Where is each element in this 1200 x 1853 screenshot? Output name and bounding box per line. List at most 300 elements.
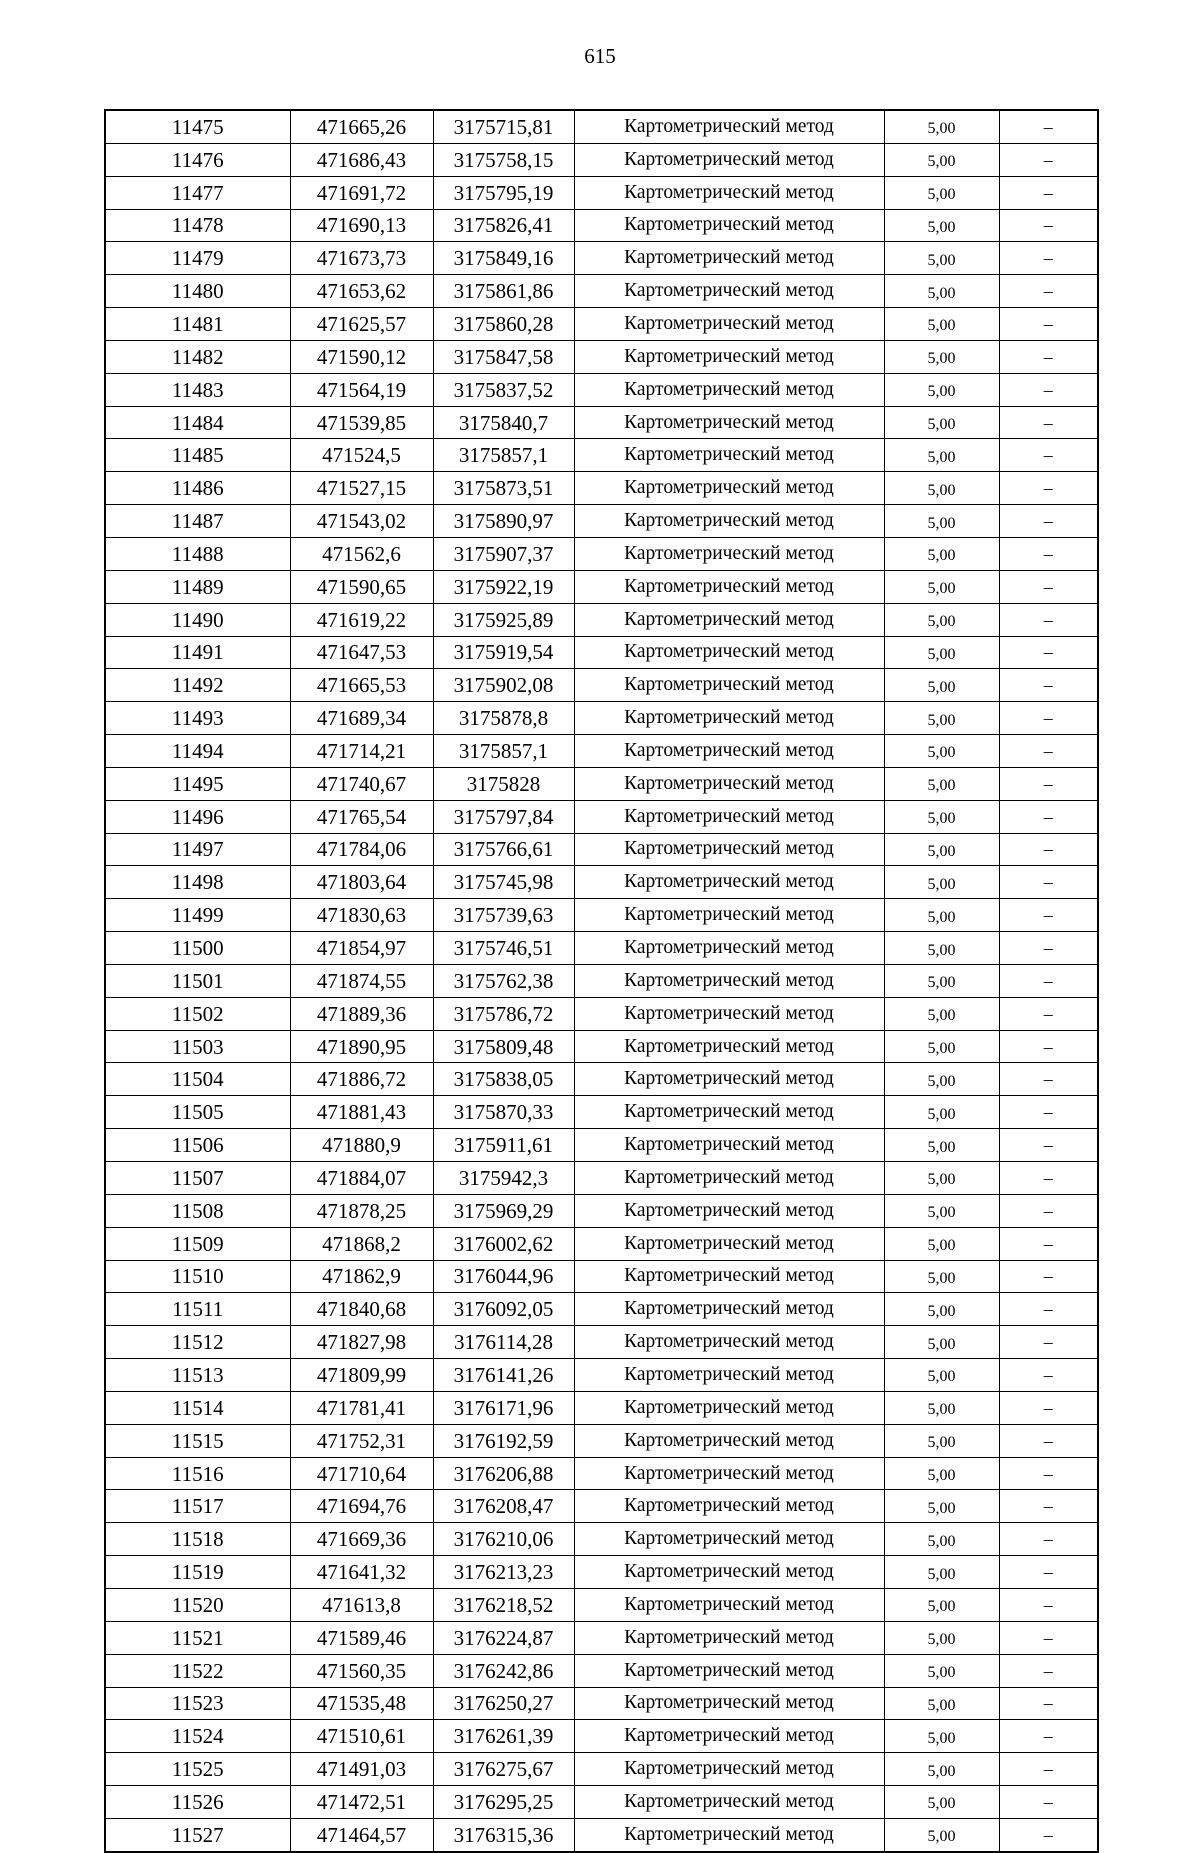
table-row bbox=[105, 1720, 1098, 1753]
cell-method: Картометрический метод bbox=[574, 1457, 884, 1490]
cell-y-coordinate: 3175890,97 bbox=[433, 505, 574, 538]
cell-method: Картометрический метод bbox=[574, 800, 884, 833]
table-row bbox=[105, 110, 1098, 143]
cell-method: Картометрический метод bbox=[574, 1293, 884, 1326]
cell-method: Картометрический метод bbox=[574, 899, 884, 932]
cell-x-coordinate: 471543,02 bbox=[290, 505, 433, 538]
cell-method: Картометрический метод bbox=[574, 866, 884, 899]
cell-description: – bbox=[999, 1391, 1098, 1424]
cell-x-coordinate: 471880,9 bbox=[290, 1129, 433, 1162]
cell-point-number: 11520 bbox=[105, 1588, 290, 1621]
cell-accuracy: 5,00 bbox=[884, 866, 999, 899]
cell-method: Картометрический метод bbox=[574, 143, 884, 176]
cell-accuracy: 5,00 bbox=[884, 1490, 999, 1523]
cell-accuracy: 5,00 bbox=[884, 1030, 999, 1063]
cell-point-number: 11507 bbox=[105, 1162, 290, 1195]
cell-method: Картометрический метод bbox=[574, 1129, 884, 1162]
table-row bbox=[105, 275, 1098, 308]
cell-point-number: 11480 bbox=[105, 275, 290, 308]
cell-method: Картометрический метод bbox=[574, 1654, 884, 1687]
table-row bbox=[105, 1260, 1098, 1293]
cell-x-coordinate: 471784,06 bbox=[290, 833, 433, 866]
table-row bbox=[105, 242, 1098, 275]
cell-description: – bbox=[999, 1326, 1098, 1359]
cell-method: Картометрический метод bbox=[574, 340, 884, 373]
cell-accuracy: 5,00 bbox=[884, 1129, 999, 1162]
table-row bbox=[105, 472, 1098, 505]
cell-accuracy: 5,00 bbox=[884, 439, 999, 472]
cell-accuracy: 5,00 bbox=[884, 406, 999, 439]
cell-point-number: 11514 bbox=[105, 1391, 290, 1424]
page-number: 615 bbox=[584, 44, 616, 68]
cell-accuracy: 5,00 bbox=[884, 997, 999, 1030]
cell-description: – bbox=[999, 1030, 1098, 1063]
table-row bbox=[105, 767, 1098, 800]
table-row bbox=[105, 143, 1098, 176]
cell-description: – bbox=[999, 1129, 1098, 1162]
cell-x-coordinate: 471803,64 bbox=[290, 866, 433, 899]
cell-method: Картометрический метод bbox=[574, 110, 884, 143]
table-row bbox=[105, 1654, 1098, 1687]
cell-point-number: 11505 bbox=[105, 1096, 290, 1129]
cell-method: Картометрический метод bbox=[574, 735, 884, 768]
cell-point-number: 11492 bbox=[105, 669, 290, 702]
cell-method: Картометрический метод bbox=[574, 1687, 884, 1720]
cell-description: – bbox=[999, 866, 1098, 899]
cell-description: – bbox=[999, 1786, 1098, 1819]
cell-method: Картометрический метод bbox=[574, 1063, 884, 1096]
cell-method: Картометрический метод bbox=[574, 1227, 884, 1260]
cell-accuracy: 5,00 bbox=[884, 1260, 999, 1293]
cell-accuracy: 5,00 bbox=[884, 1687, 999, 1720]
table-row bbox=[105, 932, 1098, 965]
cell-x-coordinate: 471854,97 bbox=[290, 932, 433, 965]
cell-accuracy: 5,00 bbox=[884, 1720, 999, 1753]
cell-description: – bbox=[999, 308, 1098, 341]
cell-y-coordinate: 3175857,1 bbox=[433, 735, 574, 768]
cell-point-number: 11498 bbox=[105, 866, 290, 899]
cell-accuracy: 5,00 bbox=[884, 472, 999, 505]
table-row bbox=[105, 1030, 1098, 1063]
cell-accuracy: 5,00 bbox=[884, 1424, 999, 1457]
cell-accuracy: 5,00 bbox=[884, 1162, 999, 1195]
cell-y-coordinate: 3176275,67 bbox=[433, 1753, 574, 1786]
cell-method: Картометрический метод bbox=[574, 373, 884, 406]
table-row bbox=[105, 1556, 1098, 1589]
cell-y-coordinate: 3175969,29 bbox=[433, 1194, 574, 1227]
cell-description: – bbox=[999, 1293, 1098, 1326]
cell-accuracy: 5,00 bbox=[884, 800, 999, 833]
cell-y-coordinate: 3176002,62 bbox=[433, 1227, 574, 1260]
cell-point-number: 11483 bbox=[105, 373, 290, 406]
cell-y-coordinate: 3175826,41 bbox=[433, 209, 574, 242]
cell-method: Картометрический метод bbox=[574, 1753, 884, 1786]
cell-point-number: 11497 bbox=[105, 833, 290, 866]
cell-point-number: 11511 bbox=[105, 1293, 290, 1326]
table-row bbox=[105, 735, 1098, 768]
cell-x-coordinate: 471686,43 bbox=[290, 143, 433, 176]
cell-y-coordinate: 3175849,16 bbox=[433, 242, 574, 275]
cell-x-coordinate: 471694,76 bbox=[290, 1490, 433, 1523]
cell-x-coordinate: 471890,95 bbox=[290, 1030, 433, 1063]
cell-accuracy: 5,00 bbox=[884, 636, 999, 669]
cell-y-coordinate: 3176218,52 bbox=[433, 1588, 574, 1621]
cell-point-number: 11513 bbox=[105, 1359, 290, 1392]
cell-description: – bbox=[999, 143, 1098, 176]
cell-x-coordinate: 471665,26 bbox=[290, 110, 433, 143]
cell-x-coordinate: 471590,12 bbox=[290, 340, 433, 373]
cell-accuracy: 5,00 bbox=[884, 373, 999, 406]
cell-accuracy: 5,00 bbox=[884, 1654, 999, 1687]
cell-x-coordinate: 471653,62 bbox=[290, 275, 433, 308]
cell-y-coordinate: 3175870,33 bbox=[433, 1096, 574, 1129]
cell-x-coordinate: 471524,5 bbox=[290, 439, 433, 472]
cell-y-coordinate: 3175838,05 bbox=[433, 1063, 574, 1096]
cell-description: – bbox=[999, 1424, 1098, 1457]
cell-description: – bbox=[999, 603, 1098, 636]
cell-method: Картометрический метод bbox=[574, 932, 884, 965]
cell-y-coordinate: 3175861,86 bbox=[433, 275, 574, 308]
cell-description: – bbox=[999, 899, 1098, 932]
cell-method: Картометрический метод bbox=[574, 1096, 884, 1129]
cell-point-number: 11502 bbox=[105, 997, 290, 1030]
cell-x-coordinate: 471690,13 bbox=[290, 209, 433, 242]
cell-y-coordinate: 3175766,61 bbox=[433, 833, 574, 866]
cell-description: – bbox=[999, 1720, 1098, 1753]
cell-y-coordinate: 3176250,27 bbox=[433, 1687, 574, 1720]
cell-x-coordinate: 471619,22 bbox=[290, 603, 433, 636]
table-row bbox=[105, 1063, 1098, 1096]
cell-x-coordinate: 471714,21 bbox=[290, 735, 433, 768]
cell-method: Картометрический метод bbox=[574, 833, 884, 866]
cell-point-number: 11508 bbox=[105, 1194, 290, 1227]
cell-description: – bbox=[999, 1818, 1098, 1851]
cell-description: – bbox=[999, 439, 1098, 472]
table-row bbox=[105, 537, 1098, 570]
cell-y-coordinate: 3175902,08 bbox=[433, 669, 574, 702]
cell-x-coordinate: 471669,36 bbox=[290, 1523, 433, 1556]
cell-y-coordinate: 3176192,59 bbox=[433, 1424, 574, 1457]
cell-accuracy: 5,00 bbox=[884, 1359, 999, 1392]
cell-method: Картометрический метод bbox=[574, 669, 884, 702]
cell-y-coordinate: 3175739,63 bbox=[433, 899, 574, 932]
cell-point-number: 11510 bbox=[105, 1260, 290, 1293]
cell-accuracy: 5,00 bbox=[884, 308, 999, 341]
cell-method: Картометрический метод bbox=[574, 537, 884, 570]
cell-point-number: 11487 bbox=[105, 505, 290, 538]
cell-x-coordinate: 471589,46 bbox=[290, 1621, 433, 1654]
cell-y-coordinate: 3176242,86 bbox=[433, 1654, 574, 1687]
cell-point-number: 11524 bbox=[105, 1720, 290, 1753]
table-row bbox=[105, 505, 1098, 538]
cell-y-coordinate: 3175878,8 bbox=[433, 702, 574, 735]
cell-x-coordinate: 471781,41 bbox=[290, 1391, 433, 1424]
cell-x-coordinate: 471647,53 bbox=[290, 636, 433, 669]
cell-point-number: 11526 bbox=[105, 1786, 290, 1819]
table-row bbox=[105, 603, 1098, 636]
cell-method: Картометрический метод bbox=[574, 1326, 884, 1359]
cell-description: – bbox=[999, 767, 1098, 800]
cell-method: Картометрический метод bbox=[574, 1391, 884, 1424]
cell-accuracy: 5,00 bbox=[884, 176, 999, 209]
cell-accuracy: 5,00 bbox=[884, 1818, 999, 1851]
cell-point-number: 11517 bbox=[105, 1490, 290, 1523]
table-row bbox=[105, 1523, 1098, 1556]
cell-accuracy: 5,00 bbox=[884, 767, 999, 800]
cell-point-number: 11503 bbox=[105, 1030, 290, 1063]
cell-point-number: 11519 bbox=[105, 1556, 290, 1589]
cell-accuracy: 5,00 bbox=[884, 735, 999, 768]
cell-method: Картометрический метод bbox=[574, 1260, 884, 1293]
table-row bbox=[105, 1786, 1098, 1819]
cell-point-number: 11496 bbox=[105, 800, 290, 833]
cell-y-coordinate: 3176141,26 bbox=[433, 1359, 574, 1392]
table-row bbox=[105, 1818, 1098, 1851]
cell-point-number: 11506 bbox=[105, 1129, 290, 1162]
cell-y-coordinate: 3175925,89 bbox=[433, 603, 574, 636]
cell-y-coordinate: 3175715,81 bbox=[433, 110, 574, 143]
table-row bbox=[105, 1588, 1098, 1621]
cell-method: Картометрический метод bbox=[574, 472, 884, 505]
cell-description: – bbox=[999, 1194, 1098, 1227]
cell-point-number: 11527 bbox=[105, 1818, 290, 1851]
cell-y-coordinate: 3176224,87 bbox=[433, 1621, 574, 1654]
cell-y-coordinate: 3175911,61 bbox=[433, 1129, 574, 1162]
cell-y-coordinate: 3175795,19 bbox=[433, 176, 574, 209]
cell-accuracy: 5,00 bbox=[884, 1457, 999, 1490]
cell-description: – bbox=[999, 1687, 1098, 1720]
cell-method: Картометрический метод bbox=[574, 1720, 884, 1753]
cell-point-number: 11509 bbox=[105, 1227, 290, 1260]
cell-x-coordinate: 471560,35 bbox=[290, 1654, 433, 1687]
cell-point-number: 11522 bbox=[105, 1654, 290, 1687]
cell-y-coordinate: 3175828 bbox=[433, 767, 574, 800]
cell-x-coordinate: 471691,72 bbox=[290, 176, 433, 209]
cell-y-coordinate: 3175762,38 bbox=[433, 964, 574, 997]
table-row bbox=[105, 833, 1098, 866]
cell-x-coordinate: 471539,85 bbox=[290, 406, 433, 439]
cell-method: Картометрический метод bbox=[574, 505, 884, 538]
cell-method: Картометрический метод bbox=[574, 1359, 884, 1392]
table-row bbox=[105, 1293, 1098, 1326]
cell-description: – bbox=[999, 1096, 1098, 1129]
cell-accuracy: 5,00 bbox=[884, 1556, 999, 1589]
cell-x-coordinate: 471689,34 bbox=[290, 702, 433, 735]
cell-x-coordinate: 471613,8 bbox=[290, 1588, 433, 1621]
cell-x-coordinate: 471625,57 bbox=[290, 308, 433, 341]
table-row bbox=[105, 1096, 1098, 1129]
cell-method: Картометрический метод bbox=[574, 209, 884, 242]
table-row bbox=[105, 1359, 1098, 1392]
cell-point-number: 11490 bbox=[105, 603, 290, 636]
cell-method: Картометрический метод bbox=[574, 997, 884, 1030]
cell-point-number: 11482 bbox=[105, 340, 290, 373]
cell-accuracy: 5,00 bbox=[884, 964, 999, 997]
cell-y-coordinate: 3175809,48 bbox=[433, 1030, 574, 1063]
cell-accuracy: 5,00 bbox=[884, 1063, 999, 1096]
table-row bbox=[105, 1621, 1098, 1654]
cell-method: Картометрический метод bbox=[574, 1162, 884, 1195]
coordinates-table-body bbox=[105, 110, 1098, 1852]
cell-method: Картометрический метод bbox=[574, 1194, 884, 1227]
cell-method: Картометрический метод bbox=[574, 308, 884, 341]
table-row bbox=[105, 1227, 1098, 1260]
cell-description: – bbox=[999, 373, 1098, 406]
cell-method: Картометрический метод bbox=[574, 1424, 884, 1457]
cell-y-coordinate: 3176213,23 bbox=[433, 1556, 574, 1589]
cell-method: Картометрический метод bbox=[574, 603, 884, 636]
cell-x-coordinate: 471472,51 bbox=[290, 1786, 433, 1819]
cell-method: Картометрический метод bbox=[574, 406, 884, 439]
table-row bbox=[105, 1194, 1098, 1227]
cell-method: Картометрический метод bbox=[574, 702, 884, 735]
cell-accuracy: 5,00 bbox=[884, 1391, 999, 1424]
table-row bbox=[105, 636, 1098, 669]
cell-x-coordinate: 471878,25 bbox=[290, 1194, 433, 1227]
cell-description: – bbox=[999, 1556, 1098, 1589]
cell-y-coordinate: 3176206,88 bbox=[433, 1457, 574, 1490]
cell-point-number: 11494 bbox=[105, 735, 290, 768]
cell-x-coordinate: 471862,9 bbox=[290, 1260, 433, 1293]
cell-method: Картометрический метод bbox=[574, 1490, 884, 1523]
cell-x-coordinate: 471491,03 bbox=[290, 1753, 433, 1786]
table-row bbox=[105, 1326, 1098, 1359]
cell-y-coordinate: 3175919,54 bbox=[433, 636, 574, 669]
cell-point-number: 11484 bbox=[105, 406, 290, 439]
cell-accuracy: 5,00 bbox=[884, 275, 999, 308]
cell-method: Картометрический метод bbox=[574, 1621, 884, 1654]
cell-description: – bbox=[999, 275, 1098, 308]
cell-description: – bbox=[999, 1490, 1098, 1523]
cell-description: – bbox=[999, 1359, 1098, 1392]
cell-description: – bbox=[999, 570, 1098, 603]
cell-description: – bbox=[999, 537, 1098, 570]
coordinates-table bbox=[104, 109, 1099, 1853]
cell-y-coordinate: 3175860,28 bbox=[433, 308, 574, 341]
cell-y-coordinate: 3175857,1 bbox=[433, 439, 574, 472]
cell-description: – bbox=[999, 110, 1098, 143]
cell-y-coordinate: 3175840,7 bbox=[433, 406, 574, 439]
cell-point-number: 11504 bbox=[105, 1063, 290, 1096]
cell-method: Картометрический метод bbox=[574, 1588, 884, 1621]
cell-method: Картометрический метод bbox=[574, 242, 884, 275]
table-row bbox=[105, 439, 1098, 472]
cell-point-number: 11491 bbox=[105, 636, 290, 669]
cell-x-coordinate: 471809,99 bbox=[290, 1359, 433, 1392]
table-row bbox=[105, 209, 1098, 242]
cell-y-coordinate: 3175907,37 bbox=[433, 537, 574, 570]
cell-method: Картометрический метод bbox=[574, 964, 884, 997]
cell-point-number: 11501 bbox=[105, 964, 290, 997]
cell-x-coordinate: 471464,57 bbox=[290, 1818, 433, 1851]
cell-x-coordinate: 471535,48 bbox=[290, 1687, 433, 1720]
table-row bbox=[105, 669, 1098, 702]
cell-description: – bbox=[999, 997, 1098, 1030]
cell-y-coordinate: 3175745,98 bbox=[433, 866, 574, 899]
cell-description: – bbox=[999, 505, 1098, 538]
cell-description: – bbox=[999, 1063, 1098, 1096]
cell-description: – bbox=[999, 669, 1098, 702]
cell-point-number: 11495 bbox=[105, 767, 290, 800]
table-row bbox=[105, 1424, 1098, 1457]
cell-method: Картометрический метод bbox=[574, 1523, 884, 1556]
cell-y-coordinate: 3176114,28 bbox=[433, 1326, 574, 1359]
cell-accuracy: 5,00 bbox=[884, 209, 999, 242]
cell-accuracy: 5,00 bbox=[884, 1293, 999, 1326]
table-row bbox=[105, 308, 1098, 341]
cell-x-coordinate: 471830,63 bbox=[290, 899, 433, 932]
cell-point-number: 11500 bbox=[105, 932, 290, 965]
cell-x-coordinate: 471590,65 bbox=[290, 570, 433, 603]
cell-y-coordinate: 3176210,06 bbox=[433, 1523, 574, 1556]
cell-x-coordinate: 471881,43 bbox=[290, 1096, 433, 1129]
cell-description: – bbox=[999, 472, 1098, 505]
cell-x-coordinate: 471765,54 bbox=[290, 800, 433, 833]
table-row bbox=[105, 570, 1098, 603]
cell-description: – bbox=[999, 406, 1098, 439]
table-row bbox=[105, 702, 1098, 735]
cell-x-coordinate: 471527,15 bbox=[290, 472, 433, 505]
cell-description: – bbox=[999, 964, 1098, 997]
table-row bbox=[105, 406, 1098, 439]
cell-accuracy: 5,00 bbox=[884, 143, 999, 176]
cell-description: – bbox=[999, 702, 1098, 735]
cell-method: Картометрический метод bbox=[574, 1556, 884, 1589]
cell-description: – bbox=[999, 1260, 1098, 1293]
cell-accuracy: 5,00 bbox=[884, 702, 999, 735]
cell-x-coordinate: 471752,31 bbox=[290, 1424, 433, 1457]
cell-x-coordinate: 471641,32 bbox=[290, 1556, 433, 1589]
cell-x-coordinate: 471562,6 bbox=[290, 537, 433, 570]
cell-y-coordinate: 3176208,47 bbox=[433, 1490, 574, 1523]
cell-description: – bbox=[999, 1588, 1098, 1621]
cell-x-coordinate: 471840,68 bbox=[290, 1293, 433, 1326]
cell-accuracy: 5,00 bbox=[884, 1096, 999, 1129]
cell-accuracy: 5,00 bbox=[884, 1753, 999, 1786]
cell-description: – bbox=[999, 1162, 1098, 1195]
table-row bbox=[105, 1129, 1098, 1162]
cell-point-number: 11523 bbox=[105, 1687, 290, 1720]
table-row bbox=[105, 899, 1098, 932]
cell-x-coordinate: 471886,72 bbox=[290, 1063, 433, 1096]
cell-description: – bbox=[999, 1457, 1098, 1490]
cell-y-coordinate: 3175797,84 bbox=[433, 800, 574, 833]
cell-description: – bbox=[999, 833, 1098, 866]
cell-description: – bbox=[999, 1523, 1098, 1556]
table-row bbox=[105, 964, 1098, 997]
cell-point-number: 11499 bbox=[105, 899, 290, 932]
cell-method: Картометрический метод bbox=[574, 275, 884, 308]
cell-point-number: 11489 bbox=[105, 570, 290, 603]
cell-point-number: 11481 bbox=[105, 308, 290, 341]
cell-description: – bbox=[999, 636, 1098, 669]
table-row bbox=[105, 866, 1098, 899]
cell-point-number: 11475 bbox=[105, 110, 290, 143]
cell-accuracy: 5,00 bbox=[884, 833, 999, 866]
table-row bbox=[105, 1687, 1098, 1720]
cell-description: – bbox=[999, 1227, 1098, 1260]
cell-x-coordinate: 471564,19 bbox=[290, 373, 433, 406]
table-row bbox=[105, 800, 1098, 833]
cell-accuracy: 5,00 bbox=[884, 242, 999, 275]
cell-accuracy: 5,00 bbox=[884, 570, 999, 603]
cell-y-coordinate: 3176171,96 bbox=[433, 1391, 574, 1424]
cell-description: – bbox=[999, 1621, 1098, 1654]
cell-y-coordinate: 3175922,19 bbox=[433, 570, 574, 603]
cell-method: Картометрический метод bbox=[574, 1030, 884, 1063]
cell-x-coordinate: 471740,67 bbox=[290, 767, 433, 800]
cell-accuracy: 5,00 bbox=[884, 1786, 999, 1819]
